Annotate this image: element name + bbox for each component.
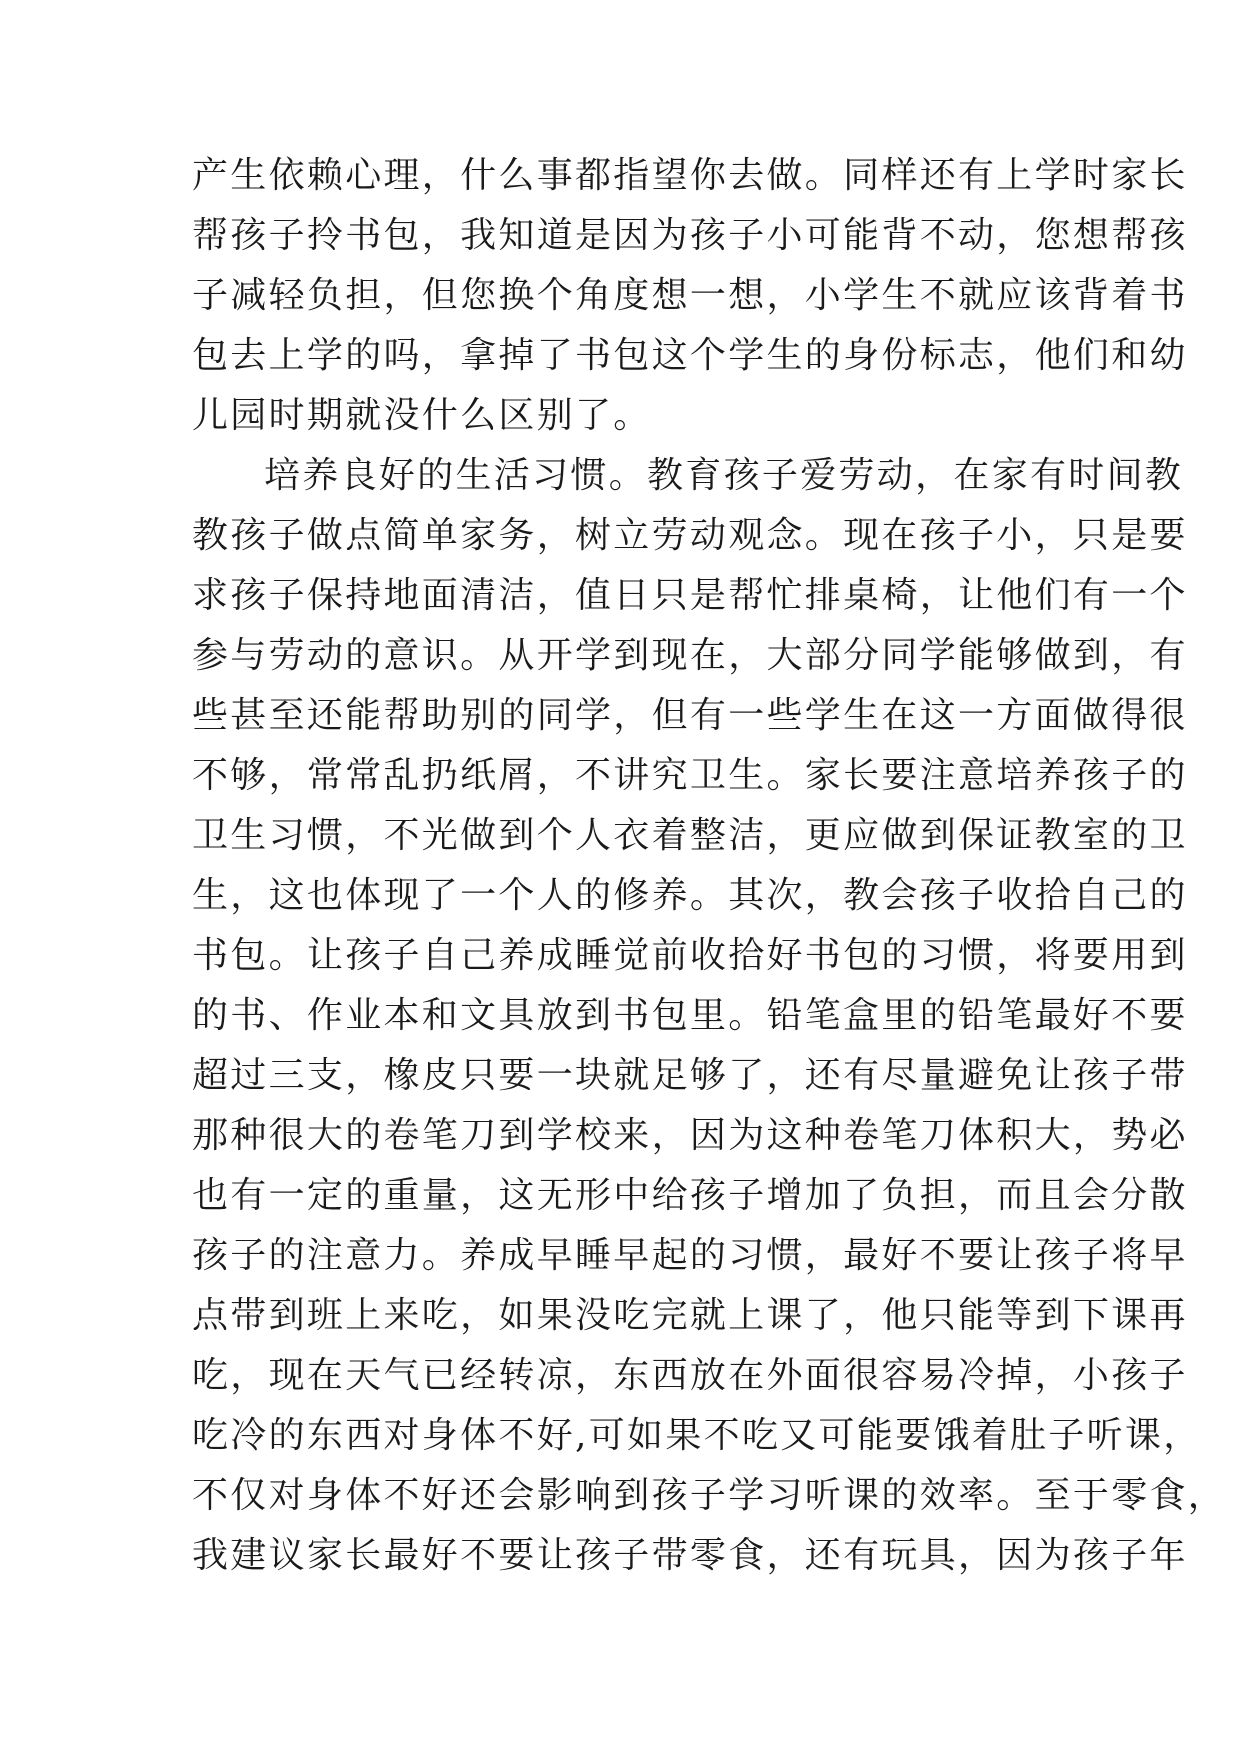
text-line: 儿园时期就没什么区别了。 xyxy=(192,395,652,436)
text-line: 子减轻负担，但您换个角度想一想，小学生不就应该背着书 xyxy=(192,275,1188,316)
text-line: 培养良好的生活习惯。教育孩子爱劳动，在家有时间教 xyxy=(264,455,1184,496)
text-line: 吃，现在天气已经转凉，东西放在外面很容易冷掉，小孩子 xyxy=(192,1355,1188,1396)
text-line: 超过三支，橡皮只要一块就足够了，还有尽量避免让孩子带 xyxy=(192,1055,1188,1096)
text-line: 生，这也体现了一个人的修养。其次，教会孩子收拾自己的 xyxy=(192,875,1188,916)
text-line: 不够，常常乱扔纸屑，不讲究卫生。家长要注意培养孩子的 xyxy=(192,755,1188,796)
text-line: 也有一定的重量，这无形中给孩子增加了负担，而且会分散 xyxy=(192,1175,1188,1216)
text-line: 产生依赖心理，什么事都指望你去做。同样还有上学时家长 xyxy=(192,155,1188,196)
paragraph-2 xyxy=(192,446,1227,1586)
text-line: 书包。让孩子自己养成睡觉前收拾好书包的习惯，将要用到 xyxy=(192,935,1188,976)
text-line: 求孩子保持地面清洁，值日只是帮忙排桌椅，让他们有一个 xyxy=(192,575,1188,616)
text-line: 点带到班上来吃，如果没吃完就上课了，他只能等到下课再 xyxy=(192,1295,1188,1336)
text-line: 孩子的注意力。养成早睡早起的习惯，最好不要让孩子将早 xyxy=(192,1235,1188,1276)
text-line: 我建议家长最好不要让孩子带零食，还有玩具，因为孩子年 xyxy=(192,1535,1188,1576)
text-line: 不仅对身体不好还会影响到孩子学习听课的效率。至于零食， xyxy=(192,1475,1227,1516)
text-line: 些甚至还能帮助别的同学，但有一些学生在这一方面做得很 xyxy=(192,695,1188,736)
paragraph-1 xyxy=(192,146,1188,446)
text-line: 参与劳动的意识。从开学到现在，大部分同学能够做到，有 xyxy=(192,635,1188,676)
text-line: 卫生习惯，不光做到个人衣着整洁，更应做到保证教室的卫 xyxy=(192,815,1188,856)
text-line: 那种很大的卷笔刀到学校来，因为这种卷笔刀体积大，势必 xyxy=(192,1115,1188,1156)
text-line: 帮孩子拎书包，我知道是因为孩子小可能背不动，您想帮孩 xyxy=(192,215,1188,256)
text-line: 吃冷的东西对身体不好,可如果不吃又可能要饿着肚子听课， xyxy=(192,1415,1202,1456)
text-line: 包去上学的吗，拿掉了书包这个学生的身份标志，他们和幼 xyxy=(192,335,1188,376)
body-text xyxy=(192,146,1227,1586)
text-line: 的书、作业本和文具放到书包里。铅笔盒里的铅笔最好不要 xyxy=(192,995,1188,1036)
text-line: 教孩子做点简单家务，树立劳动观念。现在孩子小，只是要 xyxy=(192,515,1188,556)
